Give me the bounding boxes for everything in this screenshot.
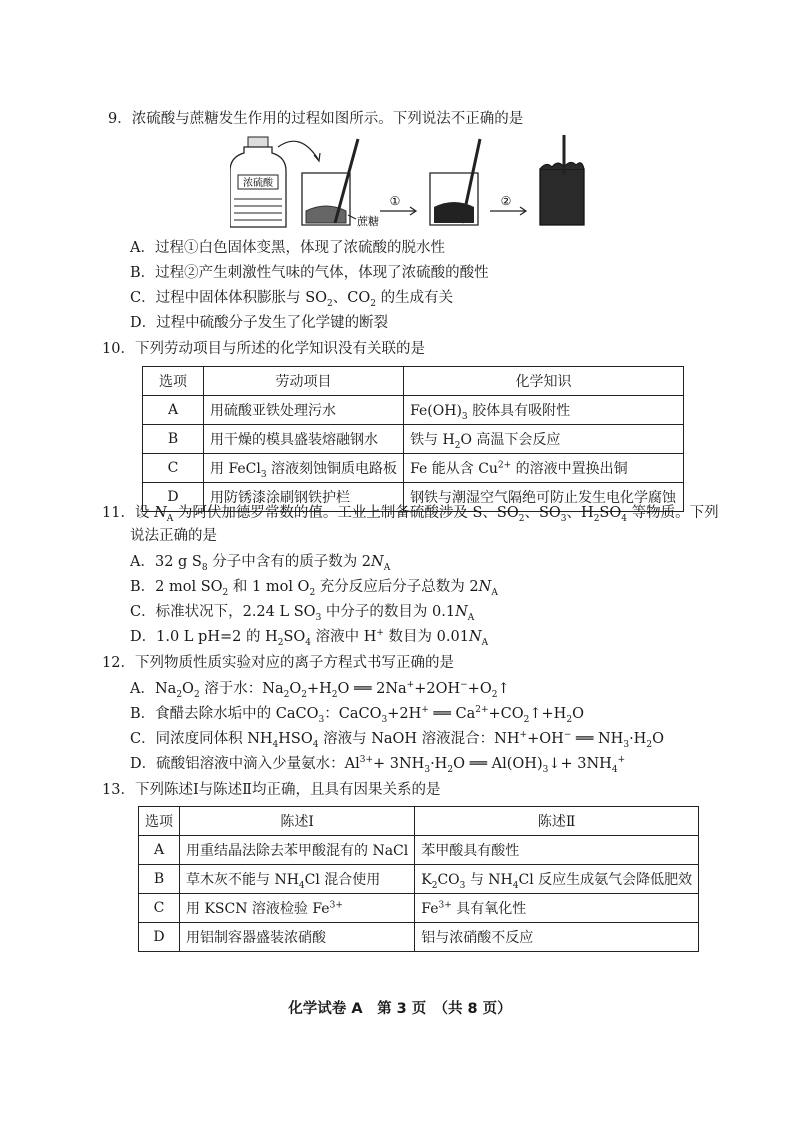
sugar-experiment-figure — [230, 135, 600, 230]
question-11-stem-line2: 说法正确的是 — [130, 528, 217, 544]
q11-option-d[interactable]: D．1.0 L pH=2 的 $H_2SO_4$ 溶液中 H+ 数目为 $0.01N_A$ — [130, 628, 489, 648]
header-option: 选项 — [143, 367, 204, 396]
header-labor: 劳动项目 — [204, 367, 404, 396]
q11-option-a[interactable]: A．32 g $S_8$ 分子中含有的质子数为 $2N_A$ — [130, 554, 391, 573]
q9-option-a[interactable]: A．过程①白色固体变黑，体现了浓硫酸的脱水性 — [130, 240, 445, 256]
q12-option-c[interactable]: C．同浓度同体积 $NH_4HSO_4$ 溶液与 NaOH 溶液混合：NH++OH− ══ $NH_3\cdot H_2O$ — [130, 730, 664, 750]
q9-option-b[interactable]: B．过程②产生刺激性气味的气体，体现了浓硫酸的酸性 — [130, 265, 489, 281]
table-row[interactable]: C 用 FeCl$_3$ 溶液刻蚀铜质电路板 Fe 能从含 $Cu^{2+}$ 的溶液中置换出铜 — [143, 454, 684, 483]
q11-option-c[interactable]: C．标准状况下，2.24 L $SO_3$ 中分子的数目为 $0.1N_A$ — [130, 604, 475, 623]
question-text: 浓硫酸与蔗糖发生作用的过程如图所示。下列说法不正确的是 — [131, 111, 524, 127]
q12-option-a[interactable]: A．$Na_2O_2$ 溶于水：$Na_2O_2+H_2O$ ══ $2Na^++2OH^-+O_2↑$ — [130, 680, 510, 700]
beaker-blackened — [430, 139, 480, 225]
q9-option-c[interactable]: C．过程中固体体积膨胀与 $SO_2$、$CO_2$ 的生成有关 — [130, 290, 454, 309]
sulfuric-acid-bottle — [230, 137, 286, 227]
header-knowledge: 化学知识 — [404, 367, 684, 396]
question-9-stem — [108, 108, 523, 130]
question-11-stem: 11．设 $N_A$ 为阿伏加德罗常数的值。工业上制备硫酸涉及 S、$SO_2$、$SO_3$、$H_2SO_4$ 等物质。下列 — [102, 505, 719, 524]
table-row[interactable]: A 用硫酸亚铁处理污水 $Fe(OH)_3$ 胶体具有吸附性 — [143, 396, 684, 425]
q12-option-b[interactable]: B．食醋去除水垢中的 CaCO$_3$：CaCO$_3$+2H+ ══ $Ca^{2+}+CO_2↑+H_2O$ — [130, 705, 584, 725]
table-row[interactable]: B 草木灰不能与 $NH_4Cl$ 混合使用 $K_2CO_3$ 与 $NH_4Cl$ 反应生成氨气会降低肥效 — [139, 865, 699, 894]
question-10-stem: 10．下列劳动项目与所述的化学知识没有关联的是 — [102, 341, 425, 357]
svg-text:①: ① — [389, 194, 401, 208]
step-1-arrow — [380, 194, 416, 215]
bottle-label: 浓硫酸 — [243, 178, 273, 189]
q9-option-d[interactable]: D．过程中硫酸分子发生了化学键的断裂 — [130, 315, 389, 331]
table-row[interactable]: D 用防锈漆涂刷钢铁护栏 钢铁与潮湿空气隔绝可防止发生电化学腐蚀 — [143, 483, 684, 512]
table-row[interactable]: D 用铝制容器盛装浓硝酸 铝与浓硝酸不反应 — [139, 923, 699, 952]
table-header-row: 选项 陈述Ⅰ 陈述Ⅱ — [139, 807, 699, 836]
page-footer: 化学试卷 A 第 3 页 （共 8 页） — [288, 1001, 512, 1017]
svg-text:②: ② — [500, 194, 512, 208]
table-row[interactable]: C 用 KSCN 溶液检验 $Fe^{3+}$ $Fe^{3+}$ 具有氧化性 — [139, 894, 699, 923]
q11-option-b[interactable]: B．2 mol $SO_2$ 和 1 mol $O_2$ 充分反应后分子总数为 $2N_A$ — [130, 579, 498, 598]
q13-table — [138, 806, 699, 952]
table-header-row — [143, 367, 684, 396]
q10-table — [142, 366, 684, 512]
step-2-arrow — [490, 194, 526, 215]
pour-arrow — [278, 141, 318, 159]
question-12-stem: 12．下列物质性质实验对应的离子方程式书写正确的是 — [102, 655, 454, 671]
table-row[interactable]: A 用重结晶法除去苯甲酸混有的 NaCl 苯甲酸具有酸性 — [139, 836, 699, 865]
sugar-label: 蔗糖 — [357, 215, 379, 228]
table-row[interactable]: B 用干燥的模具盛装熔融钢水 铁与 $H_2O$ 高温下会反应 — [143, 425, 684, 454]
question-number: 9． — [108, 111, 132, 127]
beaker-expanded — [540, 135, 584, 225]
q12-option-d[interactable]: D．硫酸铝溶液中滴入少量氨水：$Al^{3+}+ 3NH_3\cdot H_2O$ ══ $Al(OH)_3↓+ 3NH_4^+$ — [130, 755, 626, 775]
question-13-stem: 13．下列陈述Ⅰ与陈述Ⅱ均正确，且具有因果关系的是 — [102, 782, 441, 798]
